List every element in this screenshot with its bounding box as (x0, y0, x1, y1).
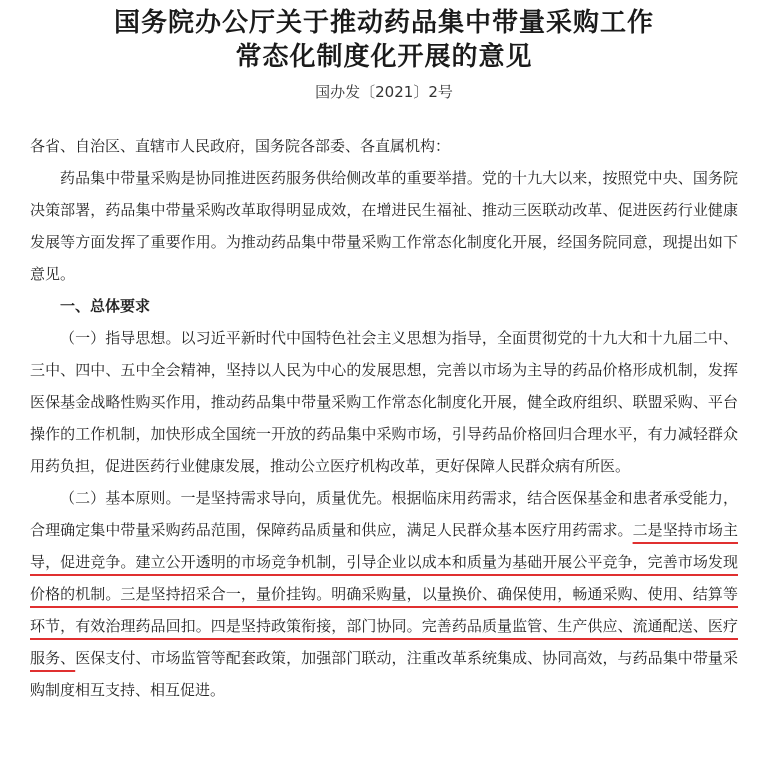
principles-text-pre: （二）基本原则。一是坚持需求导向，质量优先。根据临床用药需求，结合医保基金和患者承受能力，合理确定集中带量采购药品范围，保障药品质量和供应，满足人民群众基本医疗用药需求。 (30, 489, 738, 539)
title-line-1: 国务院办公厅关于推动药品集中带量采购工作 (113, 8, 654, 38)
principles-text-post: 医保支付、市场监管等配套政策，加强部门联动，注重改革系统集成、协同高效，与药品集中带量采购制度相互支持、相互促进。 (30, 649, 738, 699)
addressee-line: 各省、自治区、直辖市人民政府，国务院各部委、各直属机构： (30, 137, 451, 155)
paragraph-guiding-thought: （一）指导思想。以习近平新时代中国特色社会主义思想为指导，全面贯彻党的十九大和十九届二中、三中、四中、五中全会精神，坚持以人民为中心的发展思想，完善以市场为主导的药品价格形成机制，发挥医保基金战略性购买作用，推动药品集中带量采购工作常态化制度化开展，健全政府组织、联盟采购、平台操作的工作机制，加快形成全国统一开放的药品集中采购市场，引导药品价格回归合理水平，有力减轻群众用药负担，促进医药行业健康发展，推动公立医疗机构改革，更好保障人民群众病有所医。 (30, 329, 738, 475)
document-body (30, 130, 738, 706)
intro-paragraph: 药品集中带量采购是协同推进医药服务供给侧改革的重要举措。党的十九大以来，按照党中央、国务院决策部署，药品集中带量采购改革取得明显成效，在增进民生福祉、推动三医联动改革、促进医药行业健康发展等方面发挥了重要作用。为推动药品集中带量采购工作常态化制度化开展，经国务院同意，现提出如下意见。 (30, 169, 738, 283)
document-number: 国办发〔2021〕2号 (315, 83, 453, 101)
principles-text-underlined: 二是坚持市场主导，促进竞争。建立公开透明的市场竞争机制，引导企业以成本和质量为基础开展公平竞争，完善市场发现价格的机制。三是坚持招采合一，量价挂钩。明确采购量，以量换价、确保使用，畅通采购、使用、结算等环节，有效治理药品回扣。四是坚持政策衔接，部门协同。完善药品质量监管、生产供应、流通配送、医疗服务、 (30, 521, 738, 667)
title-line-2: 常态化制度化开展的意见 (235, 42, 533, 72)
paragraph-basic-principles (30, 482, 738, 706)
section-heading-general-requirements: 一、总体要求 (60, 297, 151, 315)
document-title (30, 6, 738, 74)
